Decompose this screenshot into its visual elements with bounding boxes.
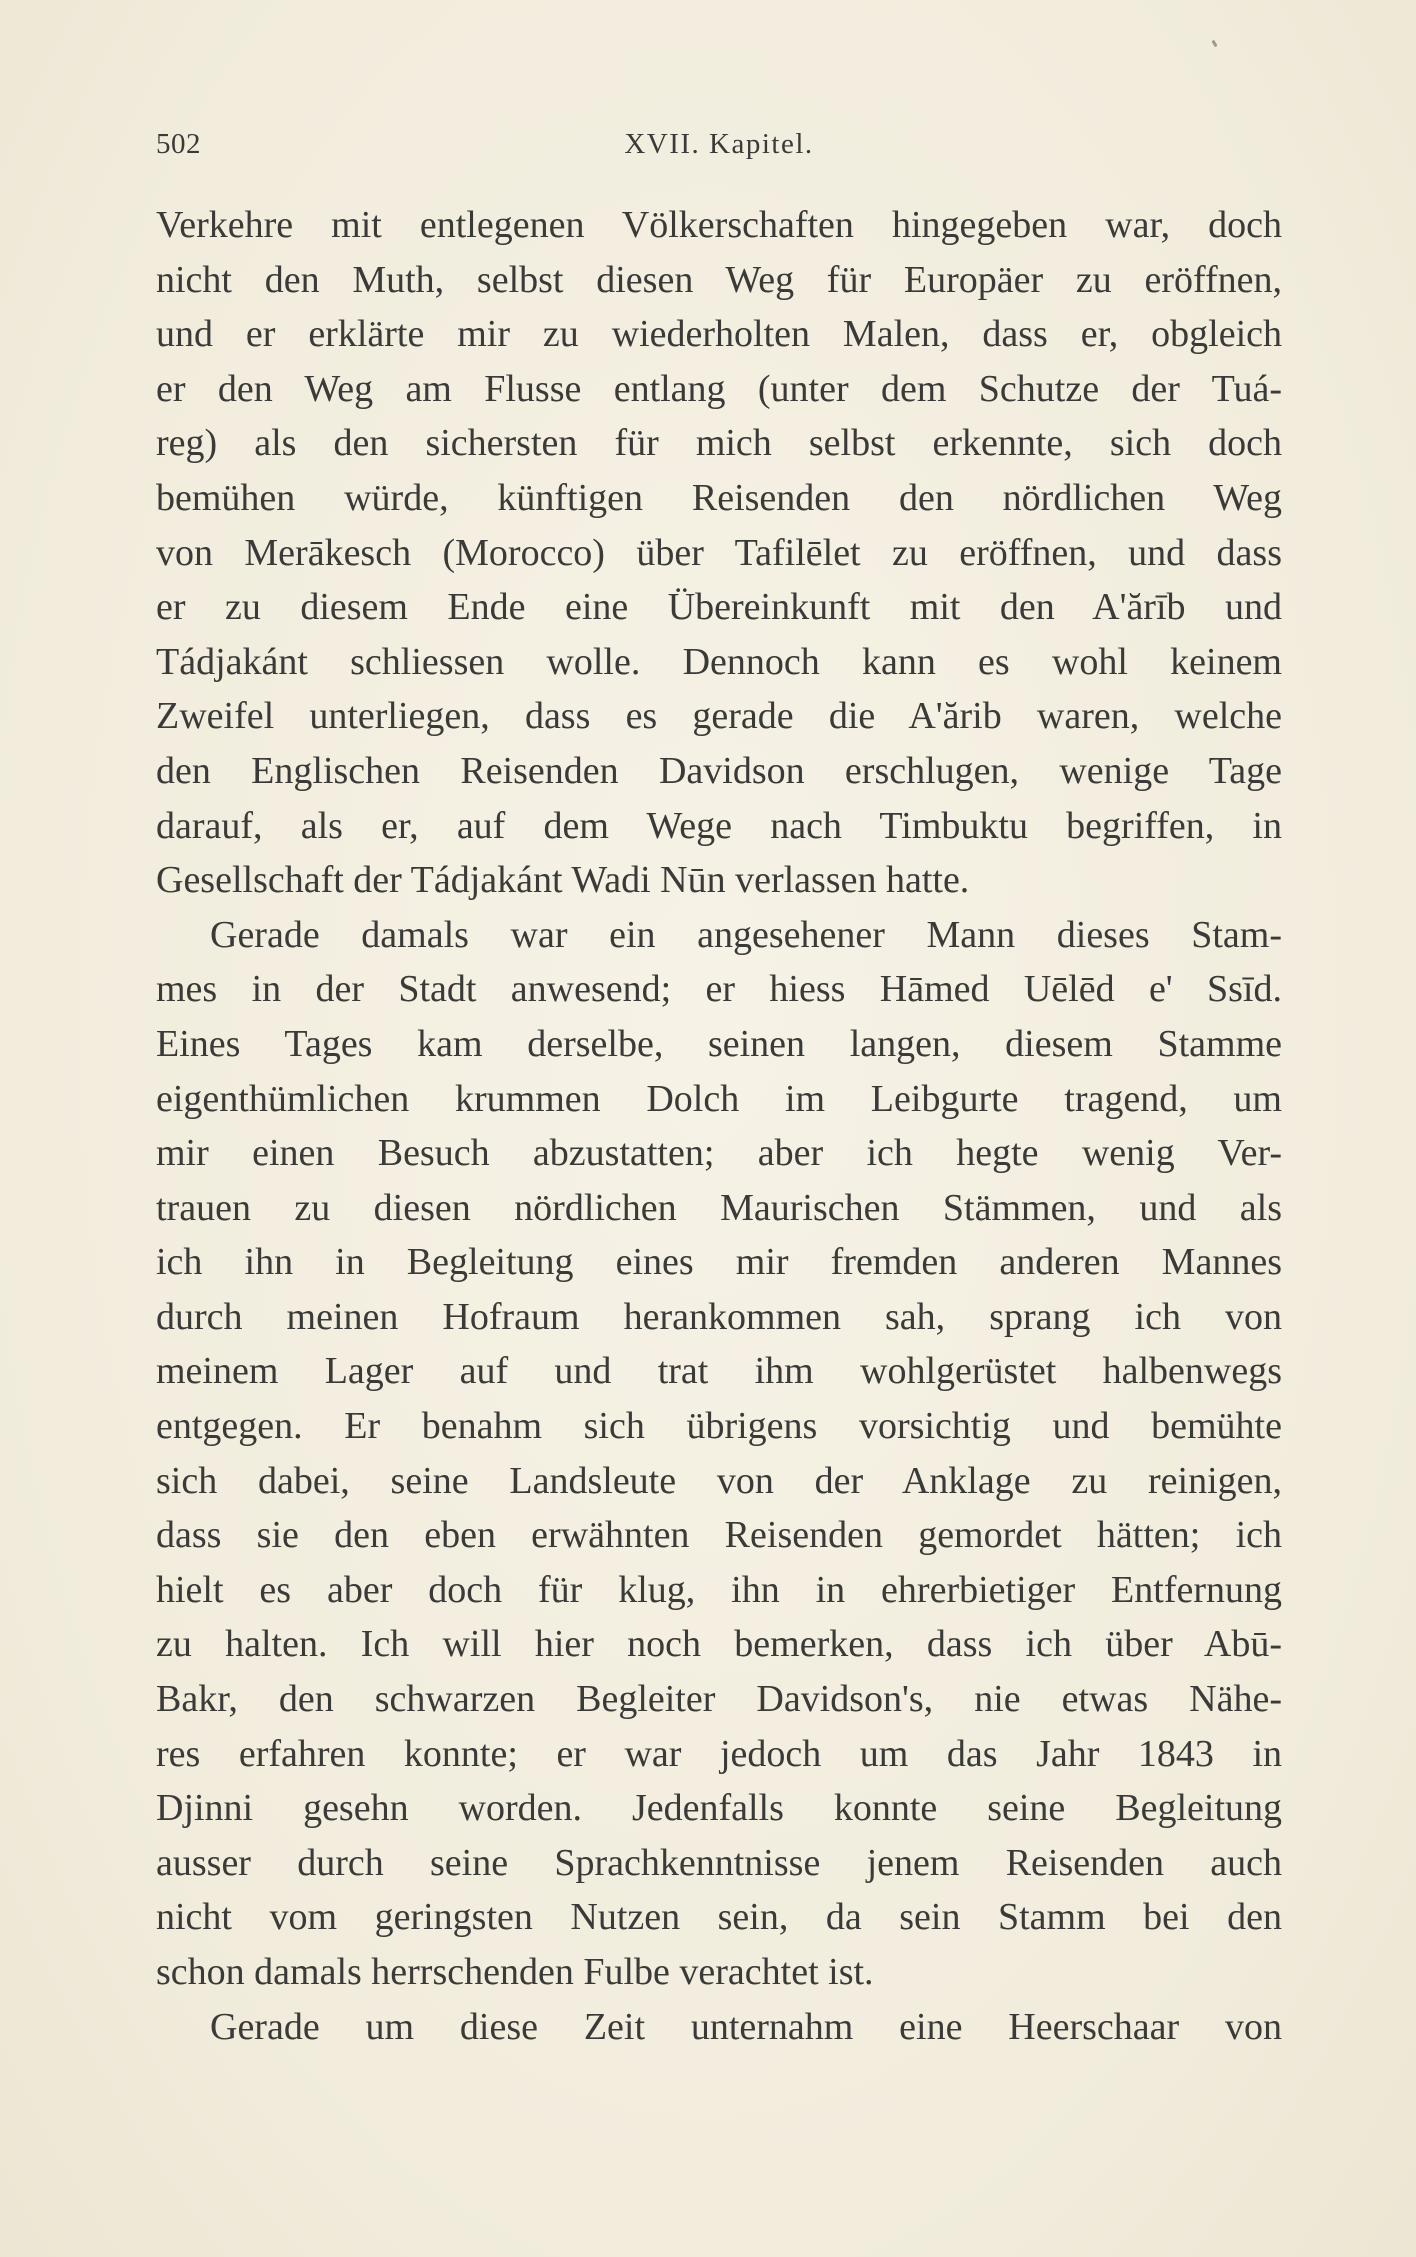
text-line: sich dabei, seine Landsleute von der Anklage zu reinigen, bbox=[156, 1459, 1282, 1502]
text-line: mir einen Besuch abzustatten; aber ich hegte wenig Ver- bbox=[156, 1132, 1282, 1175]
ink-speck bbox=[1211, 40, 1217, 48]
text-line: und er erklärte mir zu wiederholten Malen, dass er, obgleich bbox=[156, 313, 1282, 356]
text-line: ausser durch seine Sprachkenntnisse jenem Reisenden auch bbox=[156, 1841, 1282, 1884]
text-line: meinem Lager auf und trat ihm wohlgerüstet halbenwegs bbox=[156, 1350, 1282, 1393]
paragraph-start-line: Gerade um diese Zeit unternahm eine Heerschaar von bbox=[210, 2005, 1282, 2048]
text-line: res erfahren konnte; er war jedoch um das Jahr 1843 in bbox=[156, 1732, 1282, 1775]
text-line: Bakr, den schwarzen Begleiter Davidson's, nie etwas Nähe- bbox=[156, 1678, 1282, 1721]
text-line: Eines Tages kam derselbe, seinen langen, diesem Stamme bbox=[156, 1022, 1282, 1065]
body-text bbox=[156, 198, 1282, 2054]
text-line: mes in der Stadt anwesend; er hiess Hāmed Uēlēd e' Ssīd. bbox=[156, 968, 1282, 1011]
text-line: zu halten. Ich will hier noch bemerken, dass ich über Abū- bbox=[156, 1623, 1282, 1666]
text-line: durch meinen Hofraum herankommen sah, sprang ich von bbox=[156, 1295, 1282, 1338]
text-line: nicht den Muth, selbst diesen Weg für Europäer zu eröffnen, bbox=[156, 258, 1282, 301]
text-line: nicht vom geringsten Nutzen sein, da sein Stamm bei den bbox=[156, 1896, 1282, 1939]
text-line: entgegen. Er benahm sich übrigens vorsichtig und bemühte bbox=[156, 1405, 1282, 1448]
text-line: eigenthümlichen krummen Dolch im Leibgurte tragend, um bbox=[156, 1077, 1282, 1120]
text-line: er zu diesem Ende eine Übereinkunft mit den A'ărīb und bbox=[156, 586, 1282, 629]
text-line: den Englischen Reisenden Davidson erschlugen, wenige Tage bbox=[156, 749, 1282, 792]
text-line: Zweifel unterliegen, dass es gerade die A'ărib waren, welche bbox=[156, 695, 1282, 738]
text-line: Tádjakánt schliessen wolle. Dennoch kann es wohl keinem bbox=[156, 640, 1282, 683]
text-line: von Merākesch (Morocco) über Tafilēlet zu eröffnen, und dass bbox=[156, 531, 1282, 574]
text-line: trauen zu diesen nördlichen Maurischen Stämmen, und als bbox=[156, 1186, 1282, 1229]
text-line: hielt es aber doch für klug, ihn in ehrerbietiger Entfernung bbox=[156, 1568, 1282, 1611]
text-line: er den Weg am Flusse entlang (unter dem Schutze der Tuá- bbox=[156, 367, 1282, 410]
text-line: darauf, als er, auf dem Wege nach Timbuktu begriffen, in bbox=[156, 804, 1282, 847]
page-number: 502 bbox=[156, 128, 201, 160]
paragraph-start-line: Gerade damals war ein angesehener Mann dieses Stam- bbox=[210, 913, 1282, 956]
text-line: Gesellschaft der Tádjakánt Wadi Nūn verlassen hatte. bbox=[156, 859, 970, 902]
text-line: reg) als den sichersten für mich selbst erkennte, sich doch bbox=[156, 422, 1282, 465]
text-line: Verkehre mit entlegenen Völkerschaften hingegeben war, doch bbox=[156, 204, 1282, 246]
text-line: bemühen würde, künftigen Reisenden den nördlichen Weg bbox=[156, 476, 1282, 519]
text-line: dass sie den eben erwähnten Reisenden gemordet hätten; ich bbox=[156, 1514, 1282, 1557]
text-line: Djinni gesehn worden. Jedenfalls konnte seine Begleitung bbox=[156, 1787, 1282, 1830]
text-line: schon damals herrschenden Fulbe verachtet ist. bbox=[156, 1951, 874, 1993]
running-head: XVII. Kapitel. bbox=[624, 128, 814, 160]
text-line: ich ihn in Begleitung eines mir fremden anderen Mannes bbox=[156, 1241, 1282, 1284]
page-header bbox=[156, 128, 1282, 168]
